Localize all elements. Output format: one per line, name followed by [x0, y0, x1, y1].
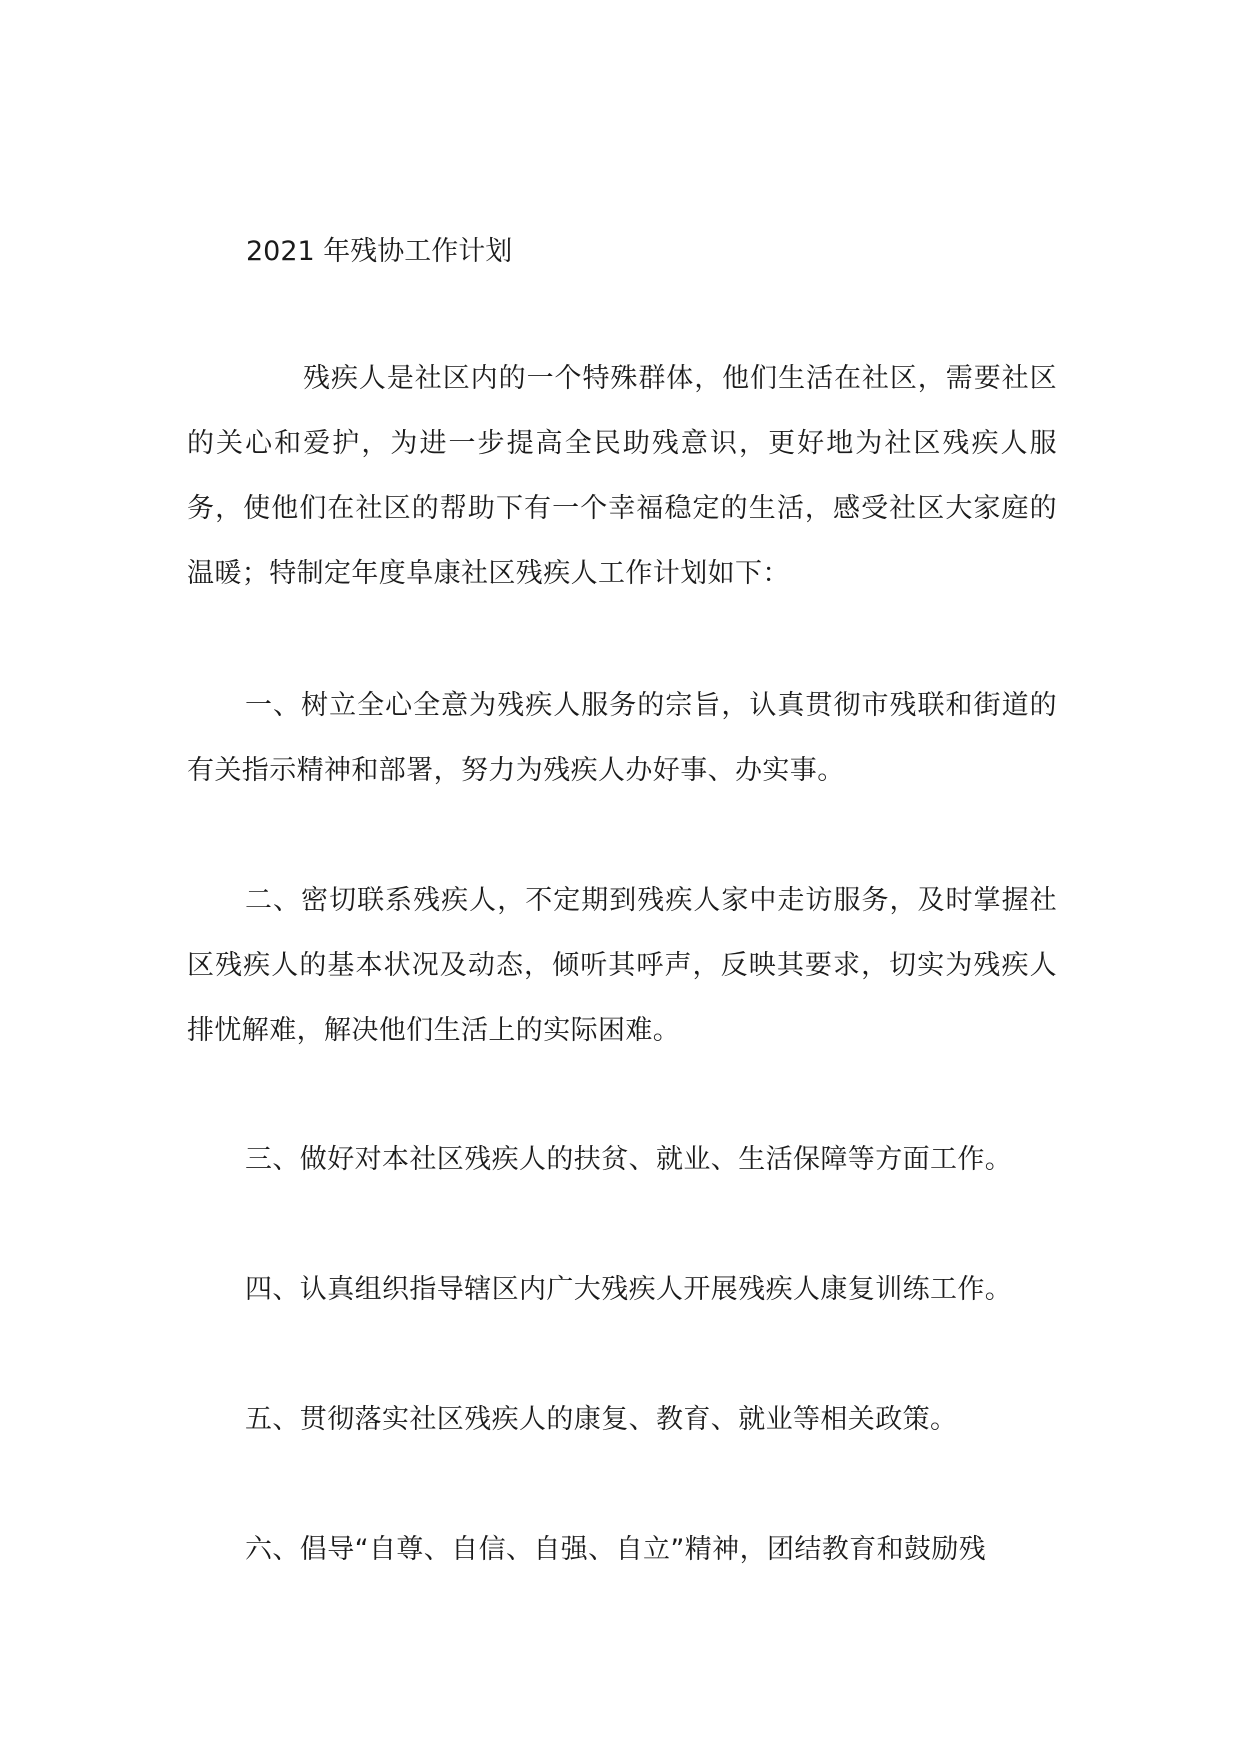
- plan-item-5: 五、贯彻落实社区残疾人的康复、教育、就业等相关政策。: [245, 1404, 958, 1435]
- plan-item-6: 六、倡导“自尊、自信、自强、自立”精神，团结教育和鼓励残: [245, 1534, 987, 1565]
- plan-item-3: 三、做好对本社区残疾人的扶贫、就业、生活保障等方面工作。: [245, 1144, 1013, 1175]
- plan-item-2: 二、密切联系残疾人，不定期到残疾人家中走访服务，及时掌握社区残疾人的基本状况及动态，倾听其呼声，反映其要求，切实为残疾人排忧解难，解决他们生活上的实际困难。: [187, 885, 1057, 1046]
- document-title: 2021 年残协工作计划: [246, 236, 513, 267]
- plan-item-1: 一、树立全心全意为残疾人服务的宗旨，认真贯彻市残联和街道的有关指示精神和部署，努力为残疾人办好事、办实事。: [187, 690, 1057, 786]
- plan-item-4: 四、认真组织指导辖区内广大残疾人开展残疾人康复训练工作。: [245, 1274, 1013, 1305]
- intro-paragraph: 残疾人是社区内的一个特殊群体，他们生活在社区，需要社区的关心和爱护，为进一步提高全民助残意识，更好地为社区残疾人服务，使他们在社区的帮助下有一个幸福稳定的生活，感受社区大家庭的温暖；特制定年度阜康社区残疾人工作计划如下：: [187, 363, 1057, 589]
